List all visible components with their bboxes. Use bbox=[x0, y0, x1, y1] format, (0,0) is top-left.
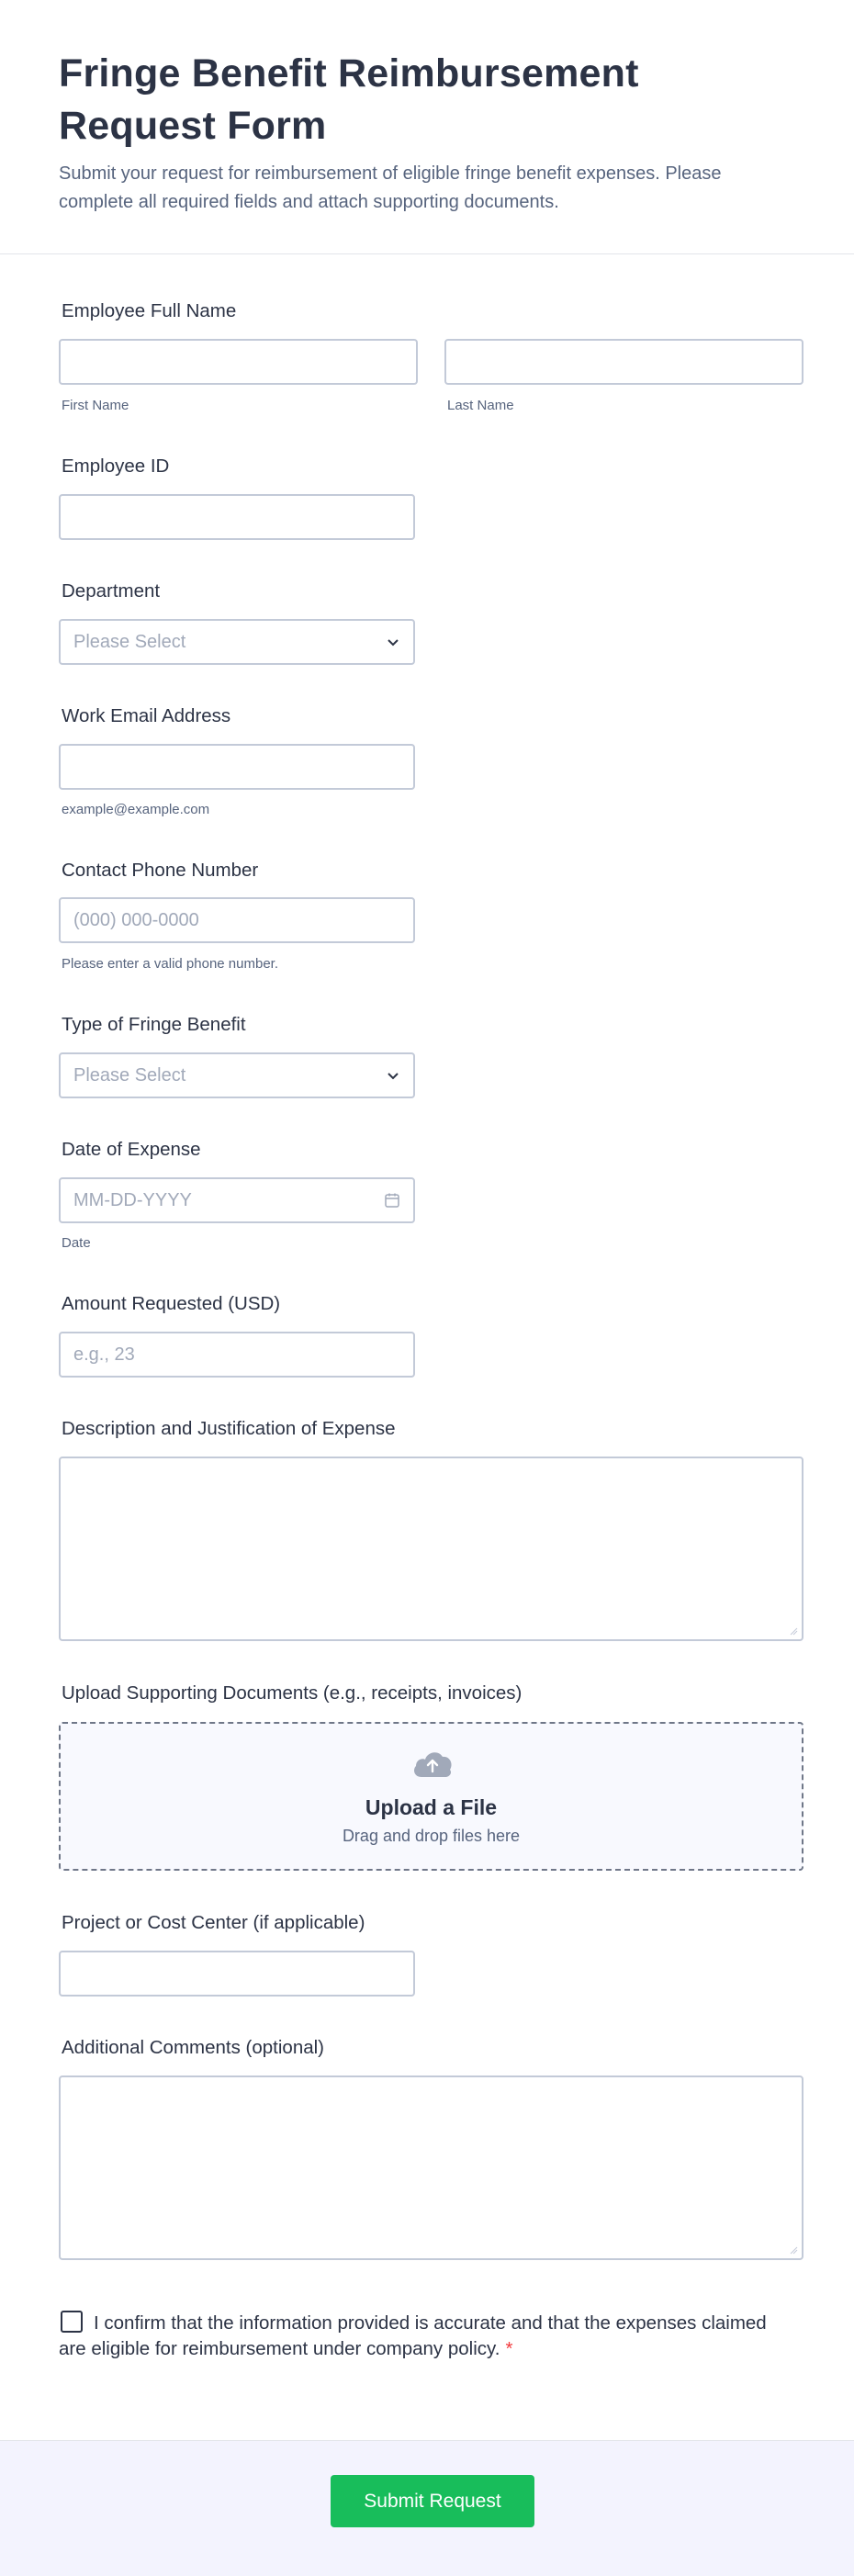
benefit-type-select-value: Please Select bbox=[73, 1064, 186, 1086]
form-subtitle: Submit your request for reimbursement of eligible fringe benefit expenses. Please complete all required fields and attach supporting documents. bbox=[59, 163, 722, 212]
date-placeholder: MM-DD-YYYY bbox=[73, 1189, 192, 1210]
department-select[interactable] bbox=[59, 619, 415, 665]
comments-label: Additional Comments (optional) bbox=[62, 2037, 324, 2058]
form-footer bbox=[0, 2440, 854, 2576]
phone-label: Contact Phone Number bbox=[62, 860, 259, 881]
amount-input[interactable] bbox=[59, 1332, 415, 1378]
chevron-down-icon bbox=[386, 1068, 400, 1083]
form-header bbox=[0, 0, 854, 254]
date-sublabel: Date bbox=[62, 1235, 91, 1251]
confirm-text: I confirm that the information provided is accurate and that the expenses claimed are eligible for reimbursement under company policy. bbox=[59, 2312, 767, 2359]
form-title: Fringe Benefit Reimbursement Request Form bbox=[59, 51, 639, 148]
description-label: Description and Justification of Expense bbox=[62, 1418, 396, 1439]
upload-hint: Drag and drop files here bbox=[342, 1827, 521, 1845]
department-select-value: Please Select bbox=[73, 631, 186, 652]
phone-sublabel: Please enter a valid phone number. bbox=[62, 956, 278, 972]
resize-handle-icon[interactable] bbox=[789, 2245, 798, 2255]
employee-id-input[interactable] bbox=[59, 494, 415, 540]
submit-button[interactable]: Submit Request bbox=[331, 2475, 534, 2527]
upload-title: Upload a File bbox=[365, 1795, 498, 1819]
email-label: Work Email Address bbox=[62, 705, 231, 726]
required-asterisk: * bbox=[505, 2338, 513, 2359]
file-upload-dropzone[interactable] bbox=[59, 1722, 803, 1871]
resize-handle-icon[interactable] bbox=[789, 1626, 798, 1636]
last-name-sublabel: Last Name bbox=[447, 398, 514, 413]
confirm-checkbox[interactable] bbox=[61, 2311, 83, 2333]
department-label: Department bbox=[62, 580, 161, 602]
employee-id-label: Employee ID bbox=[62, 456, 170, 477]
email-input[interactable] bbox=[59, 744, 415, 790]
benefit-type-select[interactable] bbox=[59, 1052, 415, 1098]
full-name-label: Employee Full Name bbox=[62, 300, 237, 321]
chevron-down-icon bbox=[386, 635, 400, 649]
last-name-input[interactable] bbox=[444, 339, 803, 385]
confirm-field bbox=[59, 2311, 784, 2362]
description-textarea[interactable] bbox=[59, 1457, 803, 1641]
date-label: Date of Expense bbox=[62, 1139, 201, 1160]
project-input[interactable] bbox=[59, 1951, 415, 1997]
first-name-sublabel: First Name bbox=[62, 398, 129, 413]
date-input[interactable] bbox=[59, 1177, 415, 1223]
email-sublabel: example@example.com bbox=[62, 802, 210, 817]
upload-label: Upload Supporting Documents (e.g., receipts, invoices) bbox=[62, 1682, 523, 1704]
benefit-type-label: Type of Fringe Benefit bbox=[62, 1014, 246, 1035]
comments-textarea[interactable] bbox=[59, 2075, 803, 2260]
amount-label: Amount Requested (USD) bbox=[62, 1293, 281, 1314]
phone-input[interactable] bbox=[59, 897, 415, 943]
calendar-icon[interactable] bbox=[384, 1192, 400, 1209]
first-name-input[interactable] bbox=[59, 339, 418, 385]
project-label: Project or Cost Center (if applicable) bbox=[62, 1912, 365, 1933]
cloud-upload-icon bbox=[410, 1746, 455, 1779]
